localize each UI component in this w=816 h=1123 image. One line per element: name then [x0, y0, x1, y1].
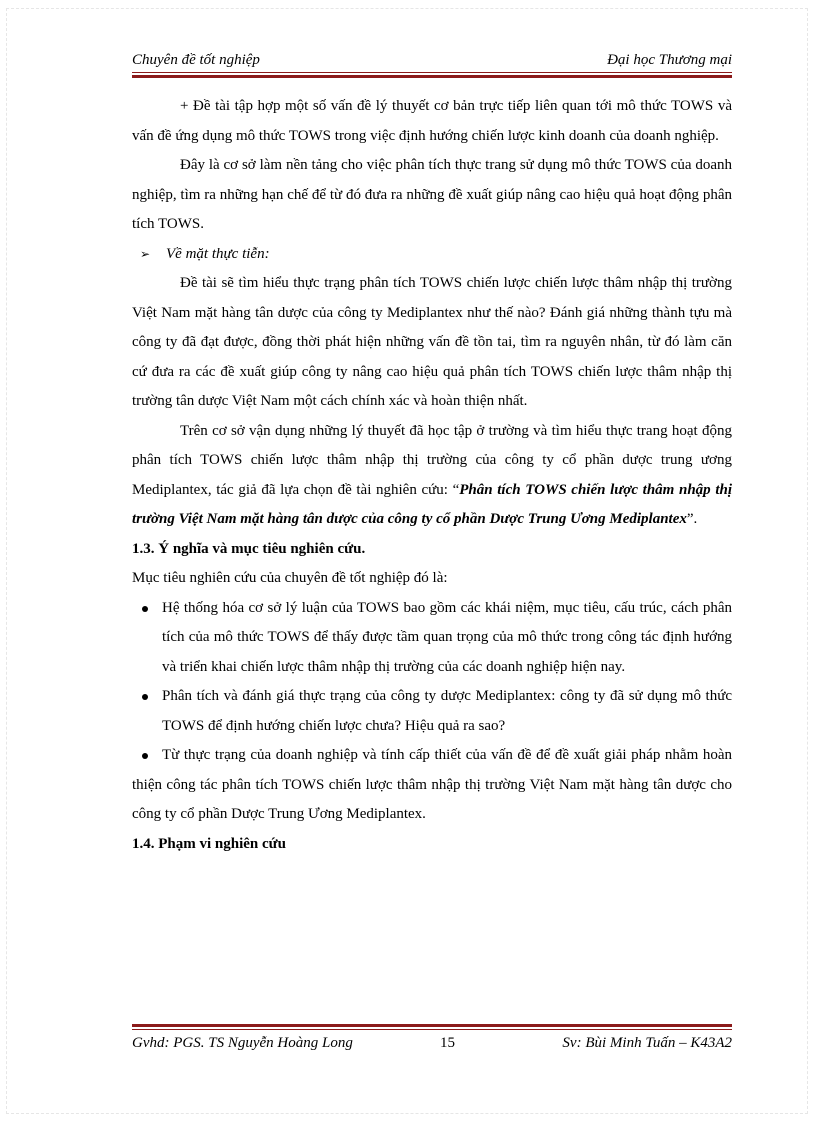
heading-1-4: 1.4. Phạm vi nghiên cứu	[132, 835, 287, 852]
p4-prefix: Trên cơ sở vận dụng những lý thuyết đã học tập ở trường và tìm hiểu thực trang hoạt động phân tích TOWS chiến lược thâm nhập thị trường của công ty cổ phần dược trung ương Mediplantex, tác giả đã lựa chọn đề tài nghiên cứu: “	[132, 422, 732, 498]
footer-rule	[132, 1024, 732, 1030]
page-number: 15	[440, 1035, 455, 1051]
paragraph-4	[132, 417, 732, 535]
practice-label: Về mặt thực tiễn:	[166, 245, 270, 262]
header-rule	[132, 72, 732, 78]
arrow-bullet-icon: ➢	[140, 246, 151, 261]
bullet-dot-icon	[142, 753, 148, 759]
page-footer	[132, 1035, 732, 1057]
page-header	[132, 52, 732, 74]
objectives-list	[132, 594, 732, 830]
footer-student: Sv: Bùi Minh Tuấn – K43A2	[562, 1035, 732, 1051]
thesis-title: Phân tích TOWS chiến lược thâm nhập thị trường Việt Nam mặt hàng tân dược của công ty cổ phần Dược Trung Ương Mediplantex	[132, 481, 732, 527]
page-body	[132, 92, 732, 859]
paragraph-3: Đề tài sẽ tìm hiểu thực trạng phân tích TOWS chiến lược chiến lược thâm nhập thị trường Việt Nam mặt hàng tân dược của công ty Mediplantex như thế nào? Đánh giá những thành tựu mà công ty đã đạt được, đồng thời phát hiện những vấn đề tồn tai, tìm ra nguyên nhân, từ đó làm căn cứ đưa ra các đề xuất giúp công ty nâng cao hiệu quả phân tích TOWS chiến lược thâm nhập thị trường tân dược Việt Nam một cách chính xác và hoàn thiện nhất.	[132, 275, 732, 409]
paragraph-2: Đây là cơ sở làm nền tảng cho việc phân tích thực trang sử dụng mô thức TOWS của doanh nghiệp, tìm ra những hạn chế để từ đó đưa ra những đề xuất giúp nâng cao hiệu quả hoạt động phân tích TOWS.	[132, 157, 732, 232]
list-item: Hệ thống hóa cơ sở lý luận của TOWS bao gồm các khái niệm, mục tiêu, cấu trúc, cách phân tích của mô thức TOWS để thấy được tầm quan trọng của mô thức trong công tác định hướng và triển khai chiến lược thâm nhập thị trường của các doanh nghiệp hiện nay.	[132, 594, 732, 683]
list-item: Phân tích và đánh giá thực trạng của công ty dược Mediplantex: công ty đã sử dụng mô thức TOWS để định hướng chiến lược chưa? Hiệu quả ra sao?	[132, 682, 732, 741]
header-left: Chuyên đề tốt nghiệp	[132, 52, 260, 68]
bullet-dot-icon	[142, 694, 148, 700]
bullet-dot-icon	[142, 606, 148, 612]
heading-1-3: 1.3. Ý nghĩa và mục tiêu nghiên cứu.	[132, 540, 366, 557]
list-item: Từ thực trạng của doanh nghiệp và tính cấp thiết của vấn đề để đề xuất giải pháp nhằm hoàn thiện công tác phân tích TOWS chiến lược thâm nhập thị trường Việt Nam mặt hàng tân dược cho công ty cổ phần Dược Trung Ương Mediplantex.	[132, 747, 732, 822]
p4-suffix: ”.	[686, 511, 698, 527]
paragraph-1: + Đề tài tập hợp một số vấn đề lý thuyết cơ bản trực tiếp liên quan tới mô thức TOWS và vấn đề ứng dụng mô thức TOWS trong việc định hướng chiến lược kinh doanh của doanh nghiệp.	[132, 98, 732, 144]
header-right: Đại học Thương mại	[607, 52, 732, 68]
practice-subheading	[132, 240, 732, 270]
footer-supervisor: Gvhd: PGS. TS Nguyễn Hoàng Long	[132, 1035, 353, 1051]
objectives-intro: Mục tiêu nghiên cứu của chuyên đề tốt nghiệp đó là:	[132, 570, 448, 586]
